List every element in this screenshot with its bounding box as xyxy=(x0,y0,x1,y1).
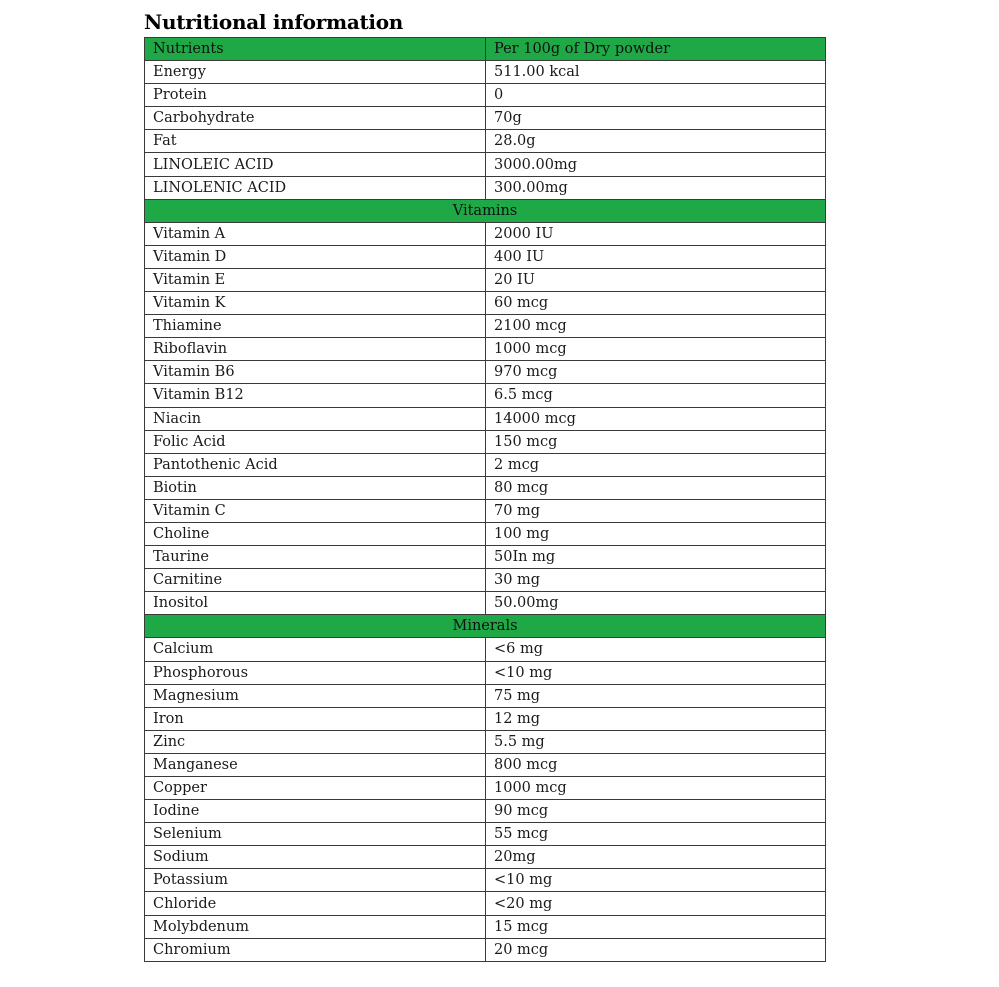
nutrient-value: 300.00mg xyxy=(486,176,826,199)
table-row xyxy=(145,892,826,915)
nutrient-name: Magnesium xyxy=(145,684,486,707)
nutrient-name: Vitamin D xyxy=(145,245,486,268)
nutrient-name: Vitamin A xyxy=(145,222,486,245)
nutrient-value: 150 mcg xyxy=(486,430,826,453)
nutrient-name: Chloride xyxy=(145,892,486,915)
table-row xyxy=(145,222,826,245)
table-row xyxy=(145,592,826,615)
nutrient-value: 6.5 mcg xyxy=(486,384,826,407)
nutrient-value: 20 IU xyxy=(486,268,826,291)
nutrient-name: Carnitine xyxy=(145,569,486,592)
header-nutrients: Nutrients xyxy=(145,38,486,61)
header-per-100g: Per 100g of Dry powder xyxy=(486,38,826,61)
table-row xyxy=(145,268,826,291)
nutrient-name: Energy xyxy=(145,61,486,84)
nutrient-name: Molybdenum xyxy=(145,915,486,938)
nutrient-value: 100 mg xyxy=(486,522,826,545)
nutrient-value: 400 IU xyxy=(486,245,826,268)
nutrient-value: <10 mg xyxy=(486,869,826,892)
nutrient-name: Selenium xyxy=(145,823,486,846)
nutrient-name: Vitamin B12 xyxy=(145,384,486,407)
nutrient-name: Fat xyxy=(145,130,486,153)
nutrient-name: Iron xyxy=(145,707,486,730)
table-row xyxy=(145,730,826,753)
nutrient-name: Choline xyxy=(145,522,486,545)
section-header-vitamins xyxy=(145,199,826,222)
nutrient-name: Inositol xyxy=(145,592,486,615)
nutrient-name: Chromium xyxy=(145,938,486,961)
nutrient-name: Potassium xyxy=(145,869,486,892)
table-row xyxy=(145,153,826,176)
nutrient-name: Vitamin C xyxy=(145,499,486,522)
table-row xyxy=(145,107,826,130)
nutrient-value: 970 mcg xyxy=(486,361,826,384)
section-header-minerals xyxy=(145,615,826,638)
table-row xyxy=(145,407,826,430)
table-row xyxy=(145,823,826,846)
table-row xyxy=(145,476,826,499)
nutrient-value: 1000 mcg xyxy=(486,338,826,361)
nutrient-value: 511.00 kcal xyxy=(486,61,826,84)
nutrient-name: Carbohydrate xyxy=(145,107,486,130)
table-row xyxy=(145,453,826,476)
table-row xyxy=(145,245,826,268)
nutrient-value: 30 mg xyxy=(486,569,826,592)
nutrient-value: 14000 mcg xyxy=(486,407,826,430)
nutrient-name: Riboflavin xyxy=(145,338,486,361)
nutrient-name: LINOLENIC ACID xyxy=(145,176,486,199)
table-row xyxy=(145,846,826,869)
nutrient-value: 20 mcg xyxy=(486,938,826,961)
table-row xyxy=(145,638,826,661)
table-row xyxy=(145,130,826,153)
nutrient-name: Manganese xyxy=(145,753,486,776)
nutrient-value: 50In mg xyxy=(486,546,826,569)
table-row xyxy=(145,430,826,453)
nutrient-value: 55 mcg xyxy=(486,823,826,846)
nutrient-name: Niacin xyxy=(145,407,486,430)
nutrient-name: Thiamine xyxy=(145,315,486,338)
table-row xyxy=(145,522,826,545)
nutrient-value: 20mg xyxy=(486,846,826,869)
nutrient-value: 12 mg xyxy=(486,707,826,730)
nutrient-name: Iodine xyxy=(145,800,486,823)
nutrient-value: 60 mcg xyxy=(486,292,826,315)
nutrient-name: Sodium xyxy=(145,846,486,869)
table-row xyxy=(145,707,826,730)
nutrient-value: <6 mg xyxy=(486,638,826,661)
table-row xyxy=(145,315,826,338)
table-row xyxy=(145,546,826,569)
nutrient-value: 50.00mg xyxy=(486,592,826,615)
table-row xyxy=(145,176,826,199)
nutrient-value: 1000 mcg xyxy=(486,777,826,800)
nutrient-value: 5.5 mg xyxy=(486,730,826,753)
nutrient-value: 70g xyxy=(486,107,826,130)
table-row xyxy=(145,84,826,107)
nutrient-name: Taurine xyxy=(145,546,486,569)
nutrition-table-body xyxy=(145,38,826,962)
nutrient-name: Vitamin E xyxy=(145,268,486,291)
table-row xyxy=(145,915,826,938)
nutrient-name: Protein xyxy=(145,84,486,107)
nutrient-value: 800 mcg xyxy=(486,753,826,776)
table-row xyxy=(145,361,826,384)
nutrient-name: Zinc xyxy=(145,730,486,753)
nutrient-value: 90 mcg xyxy=(486,800,826,823)
nutrient-name: Vitamin B6 xyxy=(145,361,486,384)
nutrient-name: Copper xyxy=(145,777,486,800)
nutrient-value: 2000 IU xyxy=(486,222,826,245)
table-row xyxy=(145,499,826,522)
nutrient-value: 75 mg xyxy=(486,684,826,707)
table-row xyxy=(145,800,826,823)
nutrient-value: 3000.00mg xyxy=(486,153,826,176)
nutrient-value: 15 mcg xyxy=(486,915,826,938)
nutrient-name: LINOLEIC ACID xyxy=(145,153,486,176)
nutrient-name: Vitamin K xyxy=(145,292,486,315)
nutrient-name: Calcium xyxy=(145,638,486,661)
nutrient-value: 2100 mcg xyxy=(486,315,826,338)
section-header-minerals-label: Minerals xyxy=(145,615,826,638)
table-row xyxy=(145,338,826,361)
table-row xyxy=(145,938,826,961)
section-header-vitamins-label: Vitamins xyxy=(145,199,826,222)
table-row xyxy=(145,777,826,800)
table-row xyxy=(145,661,826,684)
nutrient-name: Folic Acid xyxy=(145,430,486,453)
nutrient-value: 28.0g xyxy=(486,130,826,153)
nutrient-value: <10 mg xyxy=(486,661,826,684)
nutrient-value: 80 mcg xyxy=(486,476,826,499)
nutrient-value: <20 mg xyxy=(486,892,826,915)
table-row xyxy=(145,869,826,892)
nutrition-table xyxy=(144,37,826,962)
nutrient-name: Pantothenic Acid xyxy=(145,453,486,476)
nutrient-name: Biotin xyxy=(145,476,486,499)
table-row xyxy=(145,61,826,84)
table-row xyxy=(145,753,826,776)
nutrient-value: 2 mcg xyxy=(486,453,826,476)
nutrient-value: 0 xyxy=(486,84,826,107)
table-row xyxy=(145,384,826,407)
nutrient-value: 70 mg xyxy=(486,499,826,522)
page-title: Nutritional information xyxy=(144,10,403,34)
table-row xyxy=(145,569,826,592)
table-header-row xyxy=(145,38,826,61)
table-row xyxy=(145,684,826,707)
table-row xyxy=(145,292,826,315)
nutrient-name: Phosphorous xyxy=(145,661,486,684)
